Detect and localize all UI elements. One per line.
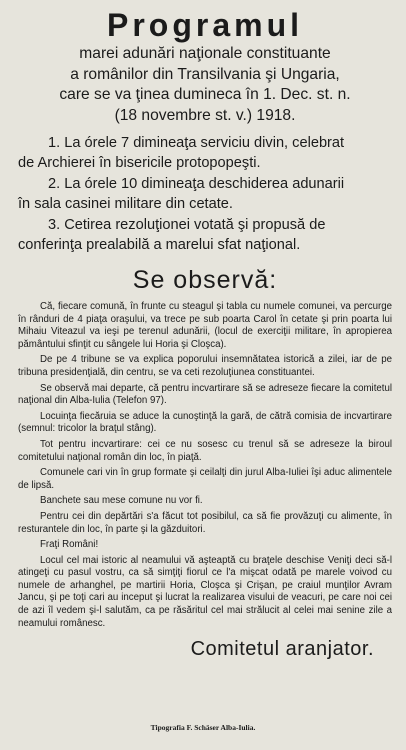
notes-paragraph: Tot pentru incvartirare: cei ce nu sosesc cu trenul să se adreseze la biroul comitetului naţional român din loc, în piaţă.: [18, 438, 392, 463]
subtitle-line: a românilor din Transilvania şi Ungaria,: [70, 65, 340, 83]
program-item-line: 1. La órele 7 dimineaţa serviciu divin, celebrat: [48, 135, 345, 151]
printer-credit: Tipografia F. Schäser Alba-Iulia.: [150, 723, 256, 732]
notes-paragraph: Banchete sau mese comune nu vor fi.: [40, 495, 203, 507]
subtitle-line: marei adunări naţionale constituante: [79, 45, 331, 62]
notes-paragraph: Locul cel mai istoric al neamului vă aşteaptă cu braţele deschise Veniţi deci să-l atingeţi cu pasul vostru, ca să simţiţi fiorul ce l'a mişcat odată pe marele voivod cu numele de arhanghel, pe martirii Horia, Cloşca şi Crişan, pe craiul munţilor Avram Jancu, şi pe toţi cari au inceput şi lucrat la realizarea visului de veacuri, pe care noi cei de azi îl vedem şi-l salutăm, ca pe răsăritul cel mai strălucit al celei mai senine zile a neamului românesc.: [18, 554, 392, 629]
program-item-line: conferinţa prealabilă a marelui sfat naţional.: [18, 236, 301, 253]
program-item-line: în sala casinei militare din cetate.: [18, 195, 233, 212]
subtitle: [18, 44, 392, 126]
page-title: Programul: [106, 7, 304, 43]
notes-paragraph: De pe 4 tribune se va explica poporului insemnătatea istorică a zilei, iar de pe tribuna presidenţială, din centru, se va ceti rezoluţiunea constituantei.: [18, 354, 392, 378]
notes-paragraph: Fraţi Români!: [40, 539, 99, 551]
notes-paragraph: Comunele cari vin în grup formate şi ceilalţi din jurul Alba-Iuliei îşi aduc alimentele de lipsă.: [18, 467, 392, 491]
subtitle-line: (18 novembre st. v.) 1918.: [114, 106, 296, 124]
notes-paragraph: Locuinţa fiecăruia se aduce la cunoştinţă la gară, de cătră comisia de incvartirare (semnul: tricolor la braţul stâng).: [18, 410, 392, 435]
notes-paragraph: Pentru cei din depărtări s'a făcut tot posibilul, ca să fie provăzuţi cu alimente, în resturantele din loc, în parte şi la găzduitori.: [18, 510, 392, 535]
program-item-line: 2. La órele 10 dimineaţa deschiderea adunarii: [48, 176, 345, 192]
program-item: [18, 134, 392, 173]
program-item-line: de Archierei în bisericile protopopeşti.: [18, 154, 261, 171]
notes-body: [18, 301, 392, 630]
signature: Comitetul aranjator.: [190, 638, 374, 661]
program-item: [18, 216, 392, 255]
program-item: [18, 175, 392, 214]
observe-heading: Se observă:: [132, 266, 278, 294]
program-list: [18, 134, 392, 255]
program-item-line: 3. Cetirea rezoluţionei votată şi propusă de: [48, 217, 326, 233]
notes-paragraph: Se observă mai departe, că pentru incvartirare să se adreseze fiecare la comitetul naţional din Alba-Iulia (Telefon 97).: [18, 382, 392, 407]
subtitle-line: care se va ţinea dumineca în 1. Dec. st. n.: [59, 86, 351, 103]
notes-paragraph: Că, fiecare comună, în frunte cu steagul şi tabla cu numele comunei, va percurge în rânduri de 4 piaţa oraşului, va trece pe sub poarta Carol în cetate şi prin poarta lui Mihaiu Viteazul va ieşi pe terenul adunării, (locul de exerciţii militare, în apropierea pământului sfinţit cu sângele lui Horia şi Cloşca).: [18, 301, 392, 350]
